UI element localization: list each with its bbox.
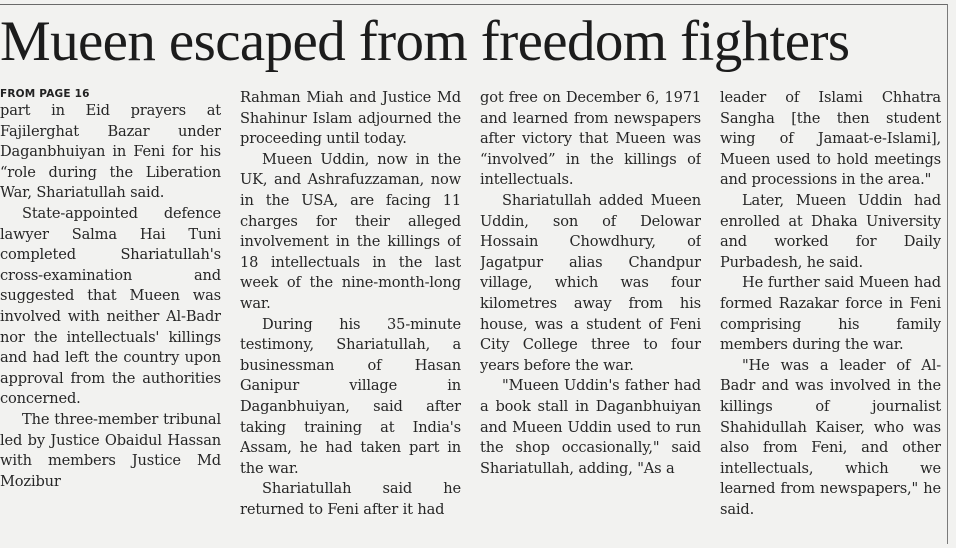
paragraph: leader of Islami Chhatra Sangha [the then student wing of Jamaat-e-Islami], Mueen used to hold meetings and processions in the area." <box>720 89 941 189</box>
paragraph: He further said Mueen had formed Razakar force in Feni comprising his family members during the war. <box>720 274 941 354</box>
paragraph: Rahman Miah and Justice Md Shahinur Islam adjourned the proceeding until today. <box>240 89 461 148</box>
paragraph: "He was a leader of Al-Badr and was involved in the killings of journalist Shahidullah Kaiser, who was also from Feni, and other intellectuals, which we learned from newspapers," he said. <box>720 356 941 518</box>
top-rule <box>0 4 948 5</box>
from-page-label: FROM PAGE 16 <box>0 88 90 100</box>
headline: Mueen escaped from freedom fighters <box>0 10 850 73</box>
article-column-1 <box>0 87 221 547</box>
paragraph: Mueen Uddin, now in the UK, and Ashrafuzzaman, now in the USA, are facing 11 charges for their alleged involvement in the killings of 18 intellectuals in the last week of the nine-month-long war. <box>240 150 461 312</box>
paragraph: The three-member tribunal led by Justice Obaidul Hassan with members Justice Md Mozibur <box>0 410 221 490</box>
paragraph: Shariatullah said he returned to Feni after it had <box>240 480 461 518</box>
article-column-2 <box>240 88 461 548</box>
article-column-4 <box>720 88 941 548</box>
paragraph: "Mueen Uddin's father had a book stall in Daganbhuiyan and Mueen Uddin used to run the shop occasionally," said Shariatullah, adding, "As a <box>480 377 701 477</box>
paragraph: Shariatullah added Mueen Uddin, son of Delowar Hossain Chowdhury, of Jagatpur alias Chandpur village, which was four kilometres away from his house, was a student of Feni City College three to four years before the war. <box>480 191 701 374</box>
paragraph: During his 35-minute testimony, Shariatullah, a businessman of Hasan Ganipur village in Daganbhuiyan, said after taking training at India's Assam, he had taken part in the war. <box>240 315 461 477</box>
right-rule <box>947 4 948 544</box>
paragraph: got free on December 6, 1971 and learned from newspapers after victory that Mueen was “involved” in the killings of intellectuals. <box>480 89 701 189</box>
article-column-3 <box>480 88 701 548</box>
paragraph: part in Eid prayers at Fajilerghat Bazar under Daganbhuiyan in Feni for his “role during the Liberation War, Shariatullah said. <box>0 102 221 202</box>
paragraph: State-appointed defence lawyer Salma Hai Tuni completed Shariatullah's cross-examination and suggested that Mueen was involved with neither Al-Badr nor the intellectuals' killings and had left the country upon approval from the authorities concerned. <box>0 204 221 408</box>
paragraph: Later, Mueen Uddin had enrolled at Dhaka University and worked for Daily Purbadesh, he said. <box>720 191 941 271</box>
